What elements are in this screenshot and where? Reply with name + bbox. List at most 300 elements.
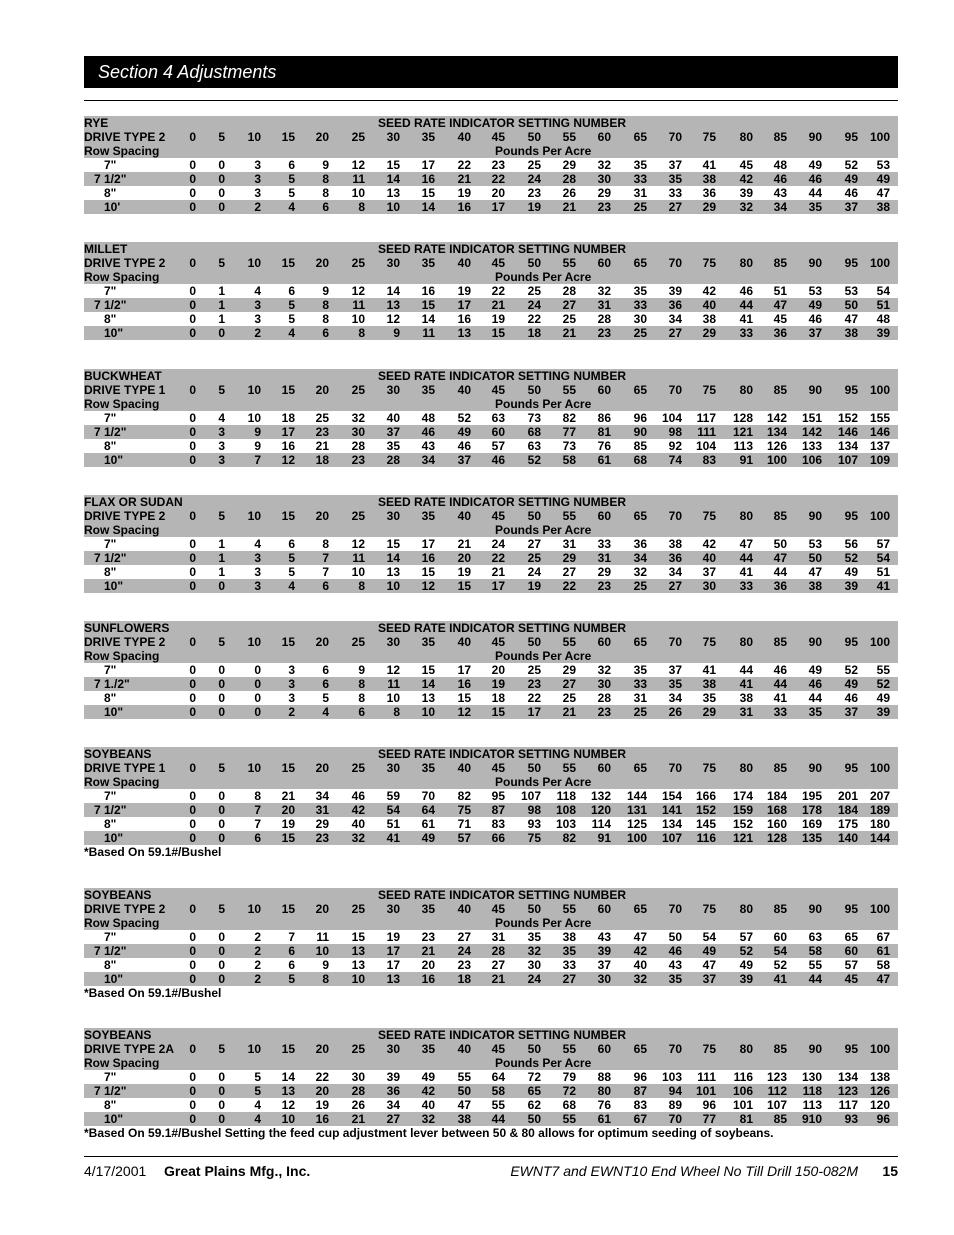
row-spacing-label: Row Spacing: [84, 649, 160, 663]
rate-value: 21: [491, 565, 505, 579]
row-spacing: 10": [104, 453, 124, 467]
rate-value: 9: [322, 284, 329, 298]
crop-name: SOYBEANS: [84, 888, 152, 902]
table-row: [84, 944, 898, 958]
seed-rate-table: [84, 116, 898, 214]
rate-value: 90: [633, 425, 647, 439]
rate-value: 14: [421, 677, 435, 691]
rate-value: 1: [218, 565, 225, 579]
rate-value: 16: [457, 200, 471, 214]
rate-value: 15: [421, 298, 435, 312]
rate-value: 68: [633, 453, 647, 467]
table-row: [84, 425, 898, 439]
rate-value: 45: [739, 158, 753, 172]
rate-value: 12: [421, 579, 435, 593]
rate-value: 34: [773, 200, 787, 214]
rate-value: 16: [281, 439, 295, 453]
rate-value: 6: [288, 958, 295, 972]
table-row: [84, 663, 898, 677]
rate-value: 29: [702, 200, 716, 214]
rate-value: 31: [633, 691, 647, 705]
rate-value: 41: [739, 312, 753, 326]
rate-value: 71: [457, 817, 471, 831]
setting-header-row: [84, 761, 898, 775]
setting-header-row: [84, 130, 898, 144]
rate-value: 28: [491, 944, 505, 958]
rate-value: 10: [351, 565, 365, 579]
rate-value: 41: [386, 831, 400, 845]
rate-value: 4: [254, 1112, 261, 1126]
rate-value: 32: [421, 1112, 435, 1126]
rate-value: 30: [527, 958, 541, 972]
rate-value: 66: [491, 831, 505, 845]
setting-number: 45: [491, 635, 505, 649]
rate-value: 55: [457, 1070, 471, 1084]
rate-value: 36: [702, 186, 716, 200]
setting-number: 15: [281, 509, 295, 523]
setting-number: 30: [386, 902, 400, 916]
row-spacing: 8": [104, 958, 117, 972]
rate-value: 103: [661, 1070, 682, 1084]
rate-value: 4: [288, 326, 295, 340]
rate-value: 40: [633, 958, 647, 972]
setting-number: 100: [869, 130, 890, 144]
rate-value: 0: [189, 565, 196, 579]
drive-type: DRIVE TYPE 2: [84, 509, 166, 523]
rate-value: 36: [668, 551, 682, 565]
rate-value: 49: [808, 158, 822, 172]
rate-value: 20: [457, 551, 471, 565]
setting-number: 70: [668, 130, 682, 144]
seed-rate-table: [84, 495, 898, 593]
table-note: *Based On 59.1#/Bushel Setting the feed cup adjustment lever between 50 & 80 allows for optimum seeding of soybeans.: [84, 1126, 774, 1140]
rate-value: 46: [491, 453, 505, 467]
rate-value: 0: [189, 817, 196, 831]
table-row: [84, 537, 898, 551]
rate-value: 21: [457, 537, 471, 551]
table-row: [84, 972, 898, 986]
rate-value: 3: [288, 691, 295, 705]
rate-value: 83: [633, 1098, 647, 1112]
rate-value: 29: [702, 705, 716, 719]
rate-value: 39: [668, 284, 682, 298]
rate-value: 15: [457, 691, 471, 705]
row-spacing-label: Row Spacing: [84, 916, 160, 930]
rate-value: 0: [189, 186, 196, 200]
rate-value: 23: [597, 705, 611, 719]
rate-value: 19: [457, 284, 471, 298]
rate-value: 116: [733, 1070, 753, 1084]
rate-value: 7: [322, 565, 329, 579]
rate-value: 8: [322, 172, 329, 186]
table-row: [84, 958, 898, 972]
rate-value: 28: [351, 439, 365, 453]
page-number: 15: [882, 1163, 898, 1179]
setting-number: 15: [281, 383, 295, 397]
setting-number: 20: [315, 902, 329, 916]
rate-value: 107: [520, 789, 541, 803]
setting-number: 70: [668, 1042, 682, 1056]
rate-value: 21: [562, 705, 576, 719]
rate-value: 64: [491, 1070, 505, 1084]
rate-value: 64: [421, 803, 435, 817]
rate-value: 15: [421, 186, 435, 200]
rate-value: 35: [562, 944, 576, 958]
rate-value: 52: [844, 663, 858, 677]
rate-value: 49: [876, 172, 890, 186]
table-row: [84, 158, 898, 172]
rate-value: 10: [351, 186, 365, 200]
setting-number: 40: [457, 256, 471, 270]
rate-value: 0: [189, 453, 196, 467]
rate-value: 5: [288, 172, 295, 186]
rate-value: 43: [597, 930, 611, 944]
rate-value: 29: [597, 565, 611, 579]
rate-value: 2: [254, 200, 261, 214]
setting-number: 55: [562, 902, 576, 916]
rate-value: 0: [189, 789, 196, 803]
rate-value: 27: [668, 579, 682, 593]
row-spacing: 10': [104, 200, 121, 214]
row-spacing-label: Row Spacing: [84, 775, 160, 789]
setting-number: 90: [808, 761, 822, 775]
setting-number: 80: [739, 130, 753, 144]
rate-value: 152: [732, 817, 753, 831]
rate-value: 4: [254, 1098, 261, 1112]
crop-name: SOYBEANS: [84, 1028, 152, 1042]
rate-value: 17: [421, 158, 435, 172]
rate-value: 0: [218, 930, 225, 944]
setting-number: 5: [218, 256, 225, 270]
rate-value: 47: [773, 551, 787, 565]
rate-value: 25: [633, 326, 647, 340]
rate-value: 23: [315, 831, 329, 845]
seed-rate-table: [84, 888, 898, 1000]
rate-value: 14: [386, 172, 400, 186]
rate-value: 76: [597, 439, 611, 453]
row-spacing: 10": [104, 705, 124, 719]
rate-value: 4: [218, 411, 225, 425]
rate-value: 34: [315, 789, 329, 803]
setting-number: 50: [527, 256, 541, 270]
setting-number: 55: [562, 256, 576, 270]
rate-value: 11: [316, 930, 329, 944]
rate-value: 55: [562, 1112, 576, 1126]
rate-value: 3: [254, 312, 261, 326]
setting-number: 55: [562, 383, 576, 397]
rate-value: 19: [491, 312, 505, 326]
rate-value: 174: [732, 789, 753, 803]
rate-value: 10: [421, 705, 435, 719]
rate-value: 39: [876, 705, 890, 719]
setting-number: 80: [739, 256, 753, 270]
rate-value: 38: [739, 691, 753, 705]
rate-value: 50: [457, 1084, 471, 1098]
rate-value: 42: [739, 172, 753, 186]
rate-value: 107: [661, 831, 682, 845]
rate-value: 51: [386, 817, 400, 831]
setting-number: 5: [218, 509, 225, 523]
rate-value: 13: [351, 944, 365, 958]
setting-number: 65: [633, 761, 647, 775]
rate-value: 155: [869, 411, 890, 425]
rate-value: 58: [808, 944, 822, 958]
rate-value: 49: [808, 298, 822, 312]
setting-number: 60: [597, 1042, 611, 1056]
rate-title: SEED RATE INDICATOR SETTING NUMBER: [378, 495, 627, 509]
rate-value: 49: [844, 565, 858, 579]
setting-number: 30: [386, 256, 400, 270]
setting-number: 10: [247, 383, 261, 397]
rate-value: 3: [254, 172, 261, 186]
setting-number: 95: [844, 383, 858, 397]
table-row: [84, 565, 898, 579]
rate-value: 126: [766, 439, 787, 453]
rate-value: 52: [876, 677, 890, 691]
rate-value: 15: [351, 930, 365, 944]
rate-value: 19: [281, 817, 295, 831]
rate-title: SEED RATE INDICATOR SETTING NUMBER: [378, 621, 627, 635]
rate-value: 12: [281, 453, 295, 467]
setting-number: 50: [527, 1042, 541, 1056]
rate-value: 57: [457, 831, 471, 845]
rate-value: 11: [387, 677, 400, 691]
rate-value: 32: [597, 284, 611, 298]
rate-value: 47: [773, 298, 787, 312]
rate-value: 42: [421, 1084, 435, 1098]
rate-value: 121: [732, 425, 753, 439]
rate-value: 95: [491, 789, 505, 803]
rate-value: 41: [739, 565, 753, 579]
rate-value: 60: [491, 425, 505, 439]
setting-number: 100: [869, 256, 890, 270]
setting-number: 75: [702, 509, 716, 523]
rate-value: 25: [633, 705, 647, 719]
rate-value: 0: [189, 972, 196, 986]
rate-value: 16: [457, 677, 471, 691]
setting-number: 5: [218, 383, 225, 397]
rate-value: 76: [597, 1098, 611, 1112]
rate-value: 0: [218, 158, 225, 172]
rate-value: 61: [597, 453, 611, 467]
rate-value: 39: [739, 186, 753, 200]
rate-value: 28: [562, 284, 576, 298]
rate-value: 6: [288, 537, 295, 551]
rate-value: 24: [527, 565, 541, 579]
setting-number: 30: [386, 761, 400, 775]
rate-value: 0: [189, 677, 196, 691]
row-spacing: 7": [104, 411, 117, 425]
footer-date: 4/17/2001: [84, 1163, 147, 1179]
table-row: [84, 326, 898, 340]
rate-value: 16: [421, 172, 435, 186]
rate-value: 47: [702, 958, 716, 972]
rate-value: 21: [351, 1112, 365, 1126]
rate-value: 6: [322, 200, 329, 214]
setting-number: 40: [457, 509, 471, 523]
setting-number: 30: [386, 509, 400, 523]
rate-value: 63: [527, 439, 541, 453]
setting-number: 5: [218, 1042, 225, 1056]
rate-value: 134: [837, 1070, 858, 1084]
crop-name: FLAX OR SUDAN: [84, 495, 183, 509]
rate-value: 104: [695, 439, 716, 453]
rate-value: 0: [189, 200, 196, 214]
table-note: *Based On 59.1#/Bushel: [84, 986, 222, 1000]
setting-number: 70: [668, 761, 682, 775]
table-title-row: [84, 495, 898, 509]
setting-number: 5: [218, 130, 225, 144]
setting-number: 30: [386, 383, 400, 397]
rate-value: 57: [739, 930, 753, 944]
rate-value: 5: [322, 691, 329, 705]
rate-value: 9: [254, 439, 261, 453]
rate-value: 25: [562, 691, 576, 705]
rate-value: 4: [288, 579, 295, 593]
rate-value: 46: [808, 172, 822, 186]
table-row: [84, 298, 898, 312]
rate-value: 58: [491, 1084, 505, 1098]
setting-number: 25: [351, 509, 365, 523]
rate-value: 56: [844, 537, 858, 551]
rate-value: 8: [358, 677, 365, 691]
pounds-per-acre-label: Pounds Per Acre: [495, 916, 592, 930]
rate-value: 23: [351, 453, 365, 467]
rate-value: 3: [254, 158, 261, 172]
rate-value: 0: [254, 677, 261, 691]
rate-value: 207: [869, 789, 890, 803]
table-row: [84, 803, 898, 817]
setting-number: 75: [702, 130, 716, 144]
rate-value: 28: [351, 1084, 365, 1098]
rate-value: 189: [869, 803, 890, 817]
setting-number: 10: [247, 902, 261, 916]
rate-value: 27: [491, 958, 505, 972]
setting-number: 40: [457, 383, 471, 397]
setting-number: 90: [808, 130, 822, 144]
setting-number: 15: [281, 902, 295, 916]
rate-value: 6: [288, 284, 295, 298]
rate-value: 146: [869, 425, 890, 439]
rate-value: 98: [668, 425, 682, 439]
rate-value: 25: [562, 312, 576, 326]
setting-number: 55: [562, 635, 576, 649]
rate-value: 21: [457, 172, 471, 186]
table-row: [84, 691, 898, 705]
rate-value: 108: [555, 803, 576, 817]
row-spacing: 7": [104, 663, 117, 677]
rate-value: 910: [801, 1112, 822, 1126]
rate-value: 17: [491, 200, 505, 214]
rate-value: 11: [422, 326, 435, 340]
rate-value: 20: [491, 663, 505, 677]
rate-value: 5: [288, 551, 295, 565]
row-spacing: 10": [104, 579, 124, 593]
rate-value: 42: [633, 944, 647, 958]
seed-rate-table: [84, 747, 898, 859]
setting-number: 65: [633, 509, 647, 523]
rate-value: 40: [421, 1098, 435, 1112]
pounds-per-acre-label: Pounds Per Acre: [495, 523, 592, 537]
rate-value: 2: [288, 705, 295, 719]
rate-value: 2: [254, 958, 261, 972]
rate-value: 61: [597, 1112, 611, 1126]
rate-value: 22: [527, 312, 541, 326]
row-spacing: 7": [104, 158, 117, 172]
rate-value: 17: [386, 958, 400, 972]
rate-value: 86: [597, 411, 611, 425]
rate-value: 44: [773, 565, 787, 579]
rate-value: 0: [218, 972, 225, 986]
rate-value: 21: [562, 200, 576, 214]
rate-value: 0: [218, 186, 225, 200]
rate-value: 33: [668, 186, 682, 200]
setting-number: 0: [189, 509, 196, 523]
rate-value: 140: [837, 831, 858, 845]
rate-value: 17: [421, 537, 435, 551]
rate-value: 5: [254, 1070, 261, 1084]
rate-value: 48: [876, 312, 890, 326]
rate-value: 14: [421, 200, 435, 214]
rate-value: 30: [597, 172, 611, 186]
rate-value: 10: [247, 411, 261, 425]
rate-value: 33: [633, 172, 647, 186]
rate-value: 166: [695, 789, 716, 803]
rate-value: 106: [801, 453, 822, 467]
rate-value: 46: [844, 186, 858, 200]
rate-value: 82: [457, 789, 471, 803]
rate-value: 33: [773, 705, 787, 719]
row-spacing: 7": [104, 537, 117, 551]
rate-value: 32: [351, 831, 365, 845]
rate-value: 33: [633, 677, 647, 691]
rate-value: 120: [590, 803, 611, 817]
setting-number: 25: [351, 1042, 365, 1056]
rate-value: 151: [801, 411, 822, 425]
rate-value: 141: [661, 803, 682, 817]
rate-value: 12: [351, 537, 365, 551]
setting-number: 30: [386, 635, 400, 649]
table-row: [84, 312, 898, 326]
setting-number: 60: [597, 256, 611, 270]
rate-value: 133: [801, 439, 822, 453]
rate-value: 134: [661, 817, 682, 831]
rate-value: 93: [844, 1112, 858, 1126]
rate-value: 20: [491, 186, 505, 200]
rate-value: 28: [597, 691, 611, 705]
rate-value: 46: [351, 789, 365, 803]
rate-value: 39: [597, 944, 611, 958]
rate-value: 0: [218, 705, 225, 719]
rate-value: 8: [322, 298, 329, 312]
rate-value: 32: [633, 565, 647, 579]
rate-value: 39: [876, 326, 890, 340]
rate-value: 168: [766, 803, 787, 817]
setting-number: 10: [247, 1042, 261, 1056]
rate-value: 0: [218, 1112, 225, 1126]
units-row: [84, 523, 898, 537]
rate-value: 47: [808, 565, 822, 579]
setting-number: 90: [808, 256, 822, 270]
rate-value: 19: [527, 200, 541, 214]
setting-number: 0: [189, 383, 196, 397]
rate-value: 48: [421, 411, 435, 425]
setting-number: 65: [633, 635, 647, 649]
seed-rate-table: [84, 621, 898, 719]
setting-number: 50: [527, 902, 541, 916]
pounds-per-acre-label: Pounds Per Acre: [495, 144, 592, 158]
rate-value: 100: [626, 831, 647, 845]
